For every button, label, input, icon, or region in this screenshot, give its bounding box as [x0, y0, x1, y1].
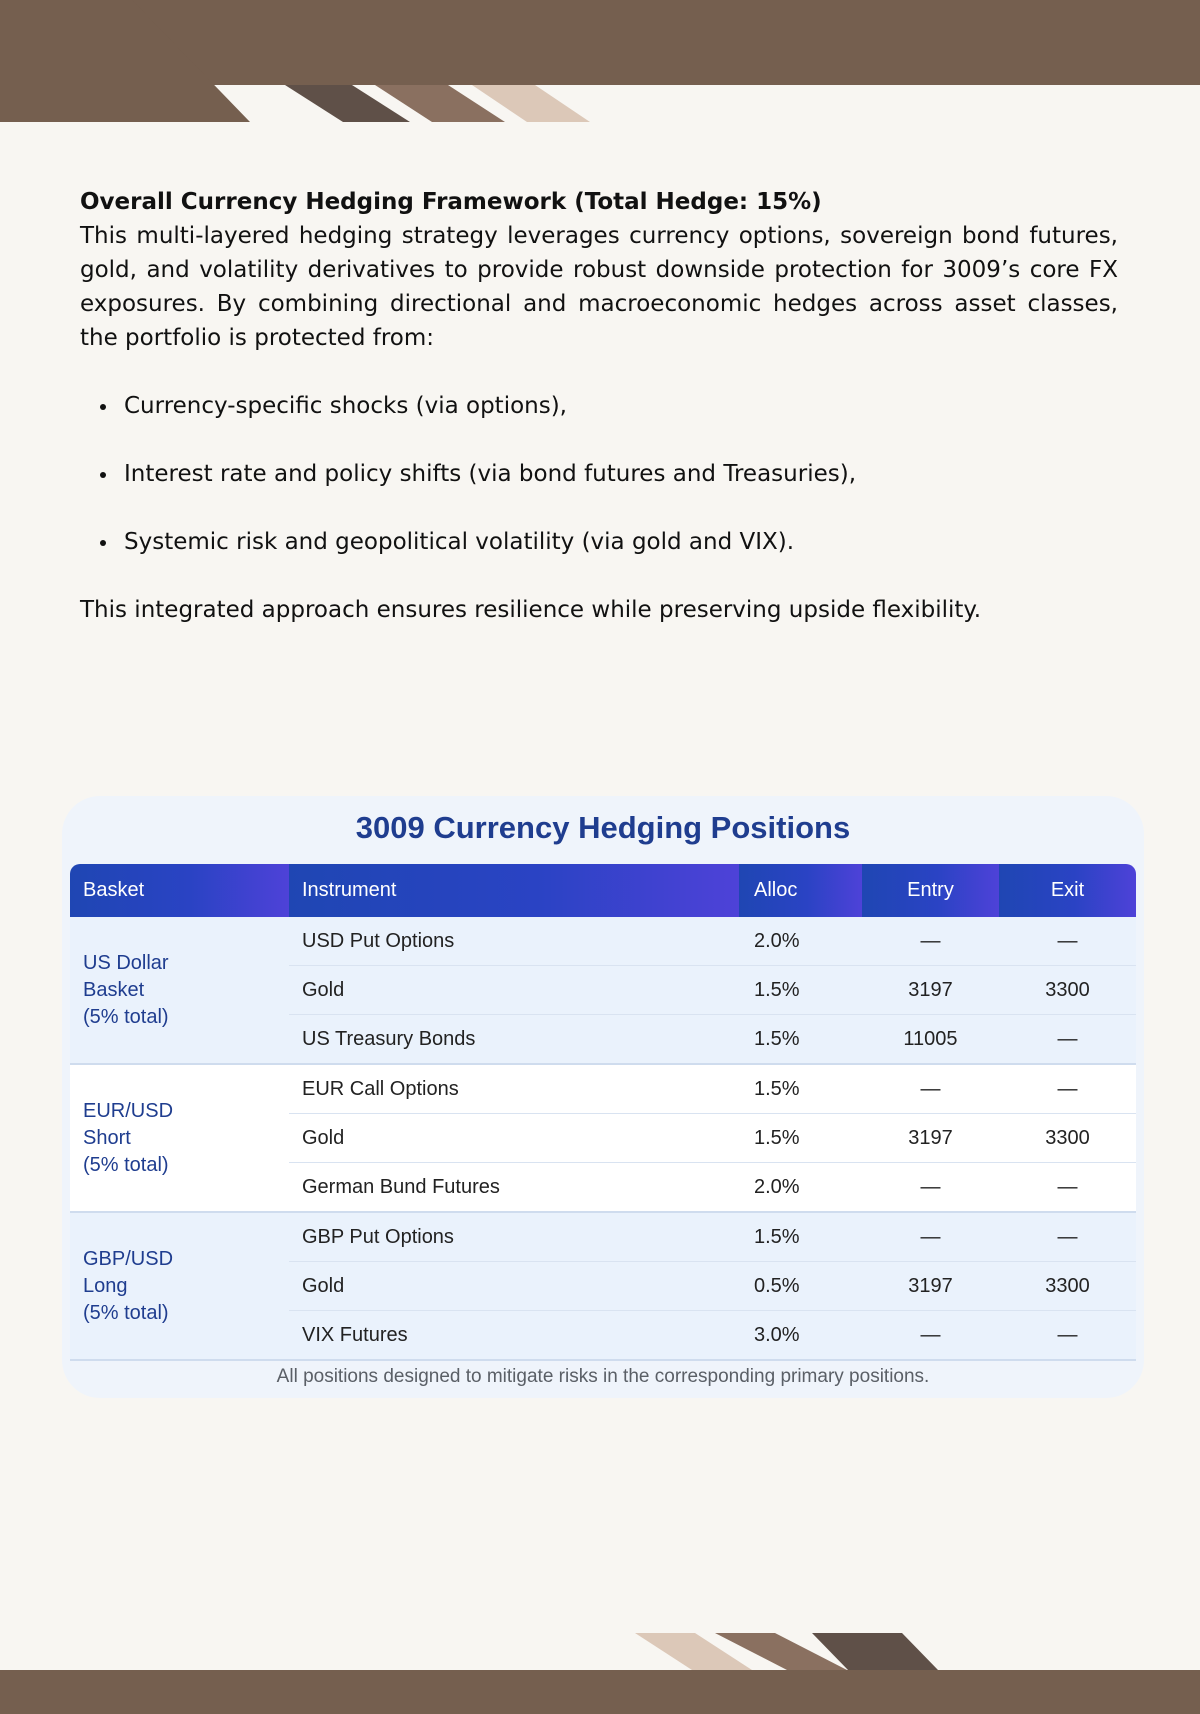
- column-header-exit: Exit: [999, 864, 1136, 917]
- entry-cell: —: [862, 1212, 999, 1262]
- exit-cell: 3300: [999, 1262, 1136, 1311]
- table-row: [70, 917, 1136, 966]
- entry-cell: 3197: [862, 966, 999, 1015]
- basket-label: EUR/USD Short (5% total): [70, 1064, 289, 1212]
- entry-cell: —: [862, 1163, 999, 1213]
- alloc-cell: 1.5%: [739, 1064, 862, 1114]
- exit-cell: —: [999, 1015, 1136, 1065]
- entry-cell: 3197: [862, 1114, 999, 1163]
- alloc-cell: 1.5%: [739, 1015, 862, 1065]
- hedging-positions-table: [70, 864, 1136, 1361]
- top-decorative-band: [0, 0, 1200, 125]
- instrument-cell: GBP Put Options: [289, 1212, 739, 1262]
- protection-item: Currency-specific shocks (via options),: [80, 389, 1118, 423]
- hedging-positions-card: [62, 796, 1144, 1398]
- alloc-cell: 2.0%: [739, 917, 862, 966]
- alloc-cell: 1.5%: [739, 966, 862, 1015]
- instrument-cell: US Treasury Bonds: [289, 1015, 739, 1065]
- column-header-instrument: Instrument: [289, 864, 739, 917]
- protection-list: [80, 389, 1118, 559]
- alloc-cell: 1.5%: [739, 1114, 862, 1163]
- instrument-cell: EUR Call Options: [289, 1064, 739, 1114]
- instrument-cell: Gold: [289, 1114, 739, 1163]
- alloc-cell: 2.0%: [739, 1163, 862, 1213]
- instrument-cell: VIX Futures: [289, 1311, 739, 1361]
- exit-cell: 3300: [999, 966, 1136, 1015]
- column-header-entry: Entry: [862, 864, 999, 917]
- instrument-cell: Gold: [289, 1262, 739, 1311]
- protection-item: Systemic risk and geopolitical volatility (via gold and VIX).: [80, 525, 1118, 559]
- table-header-row: [70, 864, 1136, 917]
- table-title: 3009 Currency Hedging Positions: [355, 810, 851, 845]
- instrument-cell: German Bund Futures: [289, 1163, 739, 1213]
- instrument-cell: USD Put Options: [289, 917, 739, 966]
- instrument-cell: Gold: [289, 966, 739, 1015]
- entry-cell: 3197: [862, 1262, 999, 1311]
- exit-cell: 3300: [999, 1114, 1136, 1163]
- exit-cell: —: [999, 1064, 1136, 1114]
- exit-cell: —: [999, 1163, 1136, 1213]
- alloc-cell: 0.5%: [739, 1262, 862, 1311]
- basket-group-eur: [70, 1064, 1136, 1212]
- column-header-alloc: Alloc: [739, 864, 862, 917]
- entry-cell: —: [862, 1064, 999, 1114]
- exit-cell: —: [999, 1311, 1136, 1361]
- entry-cell: 11005: [862, 1015, 999, 1065]
- basket-group-usd: [70, 917, 1136, 1064]
- alloc-cell: 3.0%: [739, 1311, 862, 1361]
- exit-cell: —: [999, 1212, 1136, 1262]
- framework-closing: This integrated approach ensures resilience while preserving upside flexibility.: [80, 597, 982, 623]
- table-footnote: All positions designed to mitigate risks in the corresponding primary positions.: [276, 1366, 930, 1387]
- alloc-cell: 1.5%: [739, 1212, 862, 1262]
- table-row: [70, 1064, 1136, 1114]
- framework-section: [80, 185, 1118, 627]
- entry-cell: —: [862, 917, 999, 966]
- entry-cell: —: [862, 1311, 999, 1361]
- basket-label: US Dollar Basket (5% total): [70, 917, 289, 1064]
- framework-heading: Overall Currency Hedging Framework (Total Hedge: 15%): [80, 189, 822, 215]
- table-row: [70, 1212, 1136, 1262]
- column-header-basket: Basket: [70, 864, 289, 917]
- exit-cell: —: [999, 917, 1136, 966]
- framework-intro: This multi-layered hedging strategy leverages currency options, sovereign bond futures, gold, and volatility derivatives to provide robust downside protection for 3009’s core FX exposures. By combining directional and macroeconomic hedges across asset classes, the portfolio is protected from:: [80, 223, 1118, 351]
- basket-group-gbp: [70, 1212, 1136, 1360]
- protection-item: Interest rate and policy shifts (via bond futures and Treasuries),: [80, 457, 1118, 491]
- basket-label: GBP/USD Long (5% total): [70, 1212, 289, 1360]
